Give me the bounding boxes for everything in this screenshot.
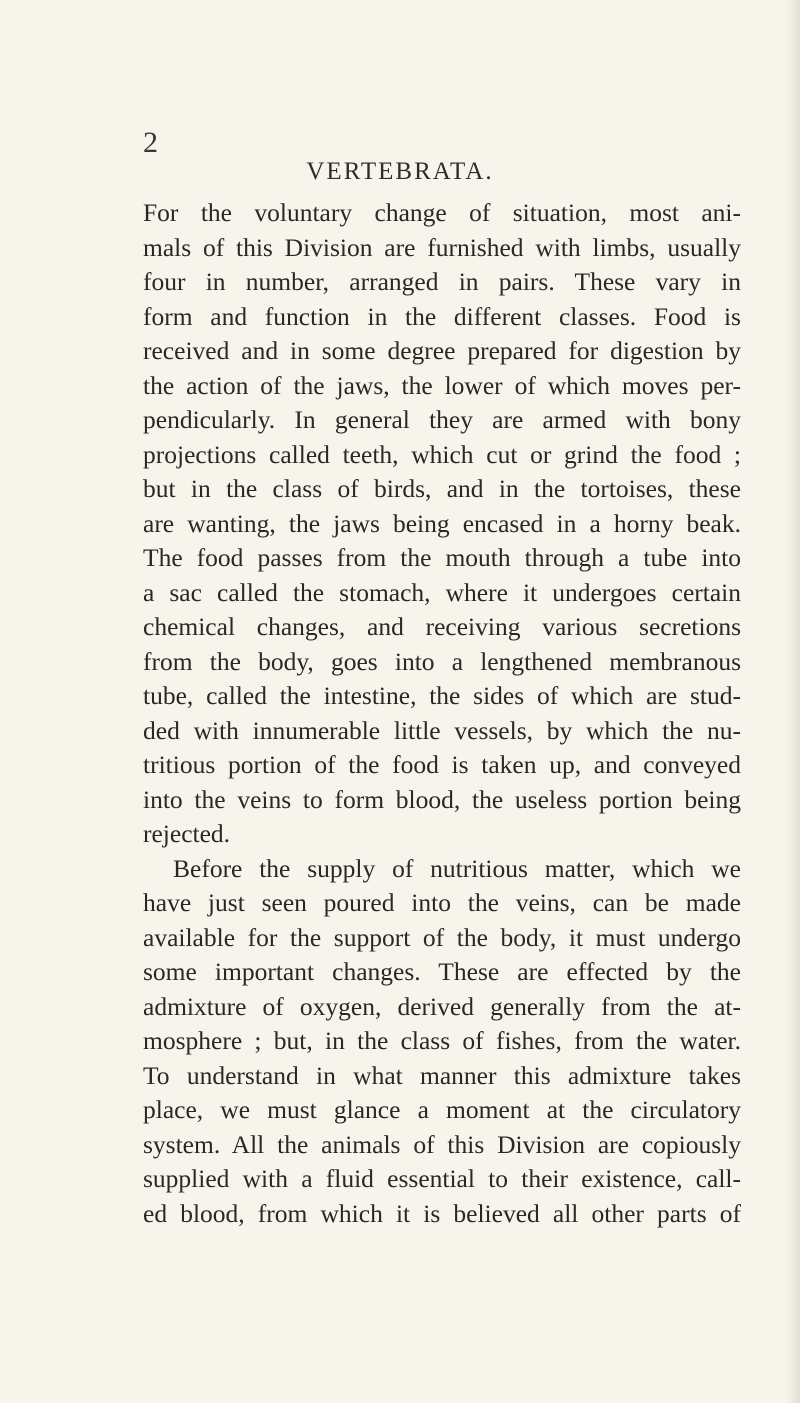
body-text	[143, 196, 741, 1231]
text-line: projections called teeth, which cut or grind the food ;	[143, 439, 741, 469]
text-line: form and function in the different classes. Food is	[143, 301, 741, 331]
text-line: Before the supply of nutritious matter, which we	[173, 853, 741, 883]
text-line: received and in some degree prepared for digestion by	[143, 336, 741, 365]
text-line: tube, called the intestine, the sides of which are stud-	[143, 681, 741, 710]
running-title: VERTEBRATA.	[306, 158, 494, 185]
text-line: a sac called the stomach, where it undergoes certain	[143, 577, 741, 607]
text-line: mosphere ; but, in the class of fishes, from the water.	[143, 1026, 741, 1055]
text-line: chemical changes, and receiving various secretions	[143, 612, 741, 641]
text-line: have just seen poured into the veins, can be made	[143, 888, 741, 917]
text-line: pendicularly. In general they are armed with bony	[143, 405, 741, 434]
text-line: To understand in what manner this admixture takes	[143, 1060, 741, 1090]
page-number: 2	[143, 126, 158, 159]
text-line: ded with innumerable little vessels, by which the nu-	[143, 715, 741, 745]
text-line: four in number, arranged in pairs. These vary in	[143, 267, 741, 296]
text-line: place, we must glance a moment at the circulatory	[143, 1095, 741, 1124]
text-line: admixture of oxygen, derived generally from the at-	[143, 991, 741, 1021]
text-line: For the voluntary change of situation, most ani-	[143, 198, 741, 227]
text-line: some important changes. These are effected by the	[143, 957, 741, 986]
text-line: from the body, goes into a lengthened membranous	[143, 646, 741, 676]
text-line: mals of this Division are furnished with limbs, usually	[143, 232, 741, 262]
text-line: The food passes from the mouth through a tube into	[143, 543, 741, 572]
text-line: are wanting, the jaws being encased in a horny beak.	[143, 508, 741, 538]
text-line: tritious portion of the food is taken up, and conveyed	[143, 750, 741, 779]
text-line: supplied with a fluid essential to their existence, call-	[143, 1164, 741, 1193]
text-line: into the veins to form blood, the useless portion being	[143, 784, 741, 814]
text-line: available for the support of the body, it must undergo	[143, 922, 741, 952]
text-line: ed blood, from which it is believed all other parts of	[143, 1198, 741, 1228]
text-line: but in the class of birds, and in the tortoises, these	[143, 474, 741, 503]
text-line: system. All the animals of this Division are copiously	[143, 1129, 741, 1159]
text-line: rejected.	[143, 819, 231, 848]
text-line: the action of the jaws, the lower of which moves per-	[143, 370, 741, 400]
page-edge-shadow	[786, 0, 800, 1403]
